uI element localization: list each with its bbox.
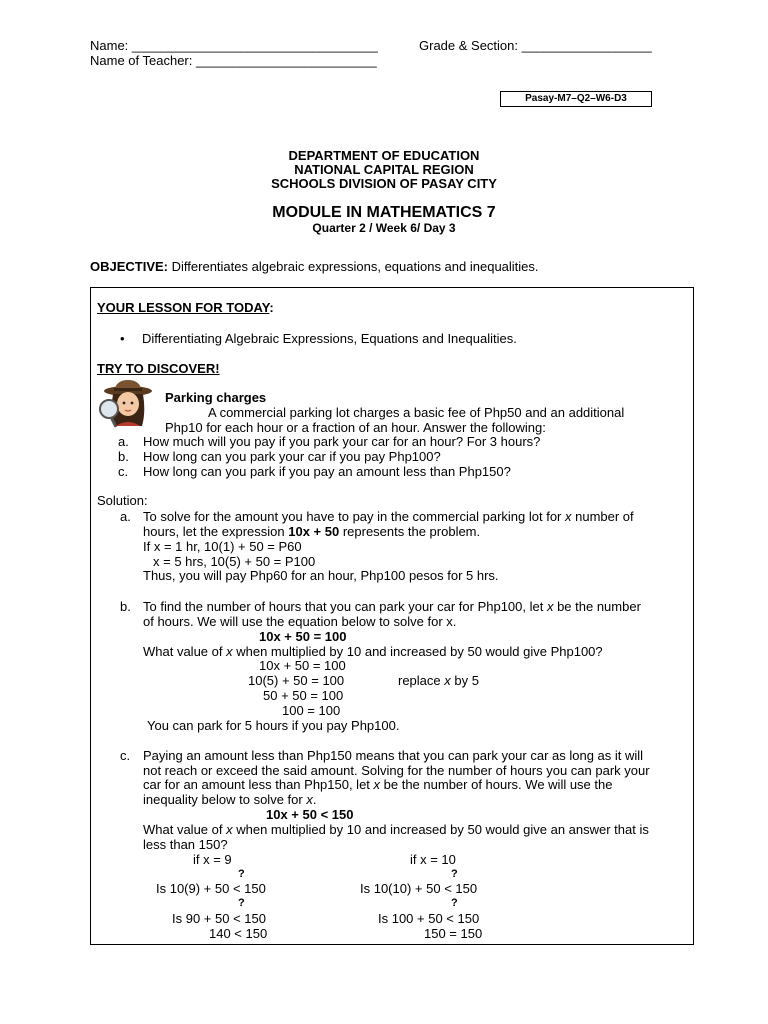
module-title: MODULE IN MATHEMATICS 7 <box>272 204 496 221</box>
left-step-2: Is 90 + 50 < 150 <box>172 911 266 926</box>
solution-c-line-1: Paying an amount less than Php150 means that you can park your car as long as it will <box>143 748 644 763</box>
variable-x: x <box>546 599 554 614</box>
text-segment: car for an amount less than Php150, let <box>143 777 374 792</box>
solution-a-line-5: Thus, you will pay Php60 for an hour, Php100 pesos for 5 hrs. <box>143 568 499 583</box>
text-segment: be the number <box>553 599 641 614</box>
lesson-heading <box>97 300 274 315</box>
solution-c-line-2: not reach or exceed the said amount. Solving for the number of hours you can park your <box>143 763 650 778</box>
grade-section-line: Grade & Section: __________________ <box>419 38 652 53</box>
question-a: How much will you pay if you park your car for an hour? For 3 hours? <box>143 434 541 449</box>
division-title: SCHOOLS DIVISION OF PASAY CITY <box>271 176 497 191</box>
solution-b-question <box>143 644 603 659</box>
dept-title: DEPARTMENT OF EDUCATION <box>288 148 480 163</box>
solution-a-line-3: If x = 1 hr, 10(1) + 50 = P60 <box>143 539 302 554</box>
teacher-line: Name of Teacher: _________________________ <box>90 53 377 68</box>
detective-avatar-icon <box>98 380 156 430</box>
text-segment: To solve for the amount you have to pay in the commercial parking lot for <box>143 509 565 524</box>
module-code-box: Pasay-M7–Q2–W6-D3 <box>500 91 652 107</box>
solution-label: Solution: <box>97 493 148 508</box>
question-b-label: b. <box>118 449 129 464</box>
bullet-marker: • <box>120 331 125 346</box>
right-step-1: Is 10(10) + 50 < 150 <box>360 881 478 896</box>
objective-text: Differentiates algebraic expressions, equations and inequalities. <box>171 259 539 274</box>
text-segment: when multiplied by 10 and increased by 50 would give an answer that is <box>232 822 649 837</box>
question-a-label: a. <box>118 434 129 449</box>
solution-c-line-3 <box>143 777 612 792</box>
lesson-heading-text: YOUR LESSON FOR TODAY <box>97 300 270 315</box>
text-segment: by 5 <box>450 673 479 688</box>
question-c: How long can you park if you pay an amount less than Php150? <box>143 464 511 479</box>
variable-x: x <box>565 509 572 524</box>
text-segment: inequality below to solve for <box>143 792 307 807</box>
solution-a-line-2 <box>143 524 480 539</box>
name-line: Name: __________________________________ <box>90 38 378 53</box>
text-segment: . <box>312 792 317 807</box>
solution-a-line-1 <box>143 509 634 524</box>
solution-a-label: a. <box>120 509 131 524</box>
left-step-1: Is 10(9) + 50 < 150 <box>156 881 266 896</box>
solution-b-step-1: 10x + 50 = 100 <box>259 658 346 673</box>
text-segment: What value of <box>143 822 227 837</box>
solution-b-step-4: 100 = 100 <box>282 703 341 718</box>
region-title: NATIONAL CAPITAL REGION <box>294 162 474 177</box>
right-if-x-10: if x = 10 <box>410 852 456 867</box>
text-segment: be the number of hours. We will use the <box>380 777 613 792</box>
variable-x: x <box>226 822 233 837</box>
text-segment: replace <box>398 673 445 688</box>
solution-b-equation: 10x + 50 = 100 <box>259 629 347 644</box>
objective <box>90 259 539 274</box>
solution-b-line-1 <box>143 599 641 614</box>
variable-x: x <box>306 792 313 807</box>
right-step-3: 150 = 150 <box>424 926 483 941</box>
lesson-heading-colon: : <box>269 300 274 315</box>
solution-b-line-2: of hours. We will use the equation below to solve for x. <box>143 614 457 629</box>
problem-line-2: Php10 for each hour or a fraction of an hour. Answer the following: <box>165 420 546 435</box>
solution-a-line-4: x = 5 hrs, 10(5) + 50 = P100 <box>153 554 316 569</box>
solution-c-line-4 <box>143 792 316 807</box>
text-segment: hours, let the expression <box>143 524 289 539</box>
left-question-mark-1: ? <box>238 868 245 880</box>
solution-c-question <box>143 822 649 837</box>
left-step-3: 140 < 150 <box>209 926 268 941</box>
lesson-bullet-text: Differentiating Algebraic Expressions, Equations and Inequalities. <box>142 331 517 346</box>
text-segment: number of <box>571 509 634 524</box>
question-b: How long can you park your car if you pay Php100? <box>143 449 441 464</box>
problem-title: Parking charges <box>165 390 267 405</box>
question-c-label: c. <box>118 464 129 479</box>
text-segment: What value of <box>143 644 227 659</box>
right-step-2: Is 100 + 50 < 150 <box>378 911 480 926</box>
right-question-mark-2: ? <box>451 897 458 909</box>
expression: 10x + 50 <box>288 524 340 539</box>
variable-x: x <box>373 777 381 792</box>
solution-c-inequality: 10x + 50 < 150 <box>266 807 354 822</box>
variable-x: x <box>226 644 233 659</box>
variable-x: x <box>444 673 451 688</box>
quarter-subtitle: Quarter 2 / Week 6/ Day 3 <box>312 221 456 235</box>
solution-c-label: c. <box>120 748 131 763</box>
try-to-discover-heading: TRY TO DISCOVER! <box>97 361 220 376</box>
text-segment: represents the problem. <box>339 524 481 539</box>
solution-b-step-3: 50 + 50 = 100 <box>263 688 344 703</box>
left-question-mark-2: ? <box>238 897 245 909</box>
solution-b-step-2: 10(5) + 50 = 100 <box>248 673 345 688</box>
solution-c-question-line-2: less than 150? <box>143 837 228 852</box>
text-segment: To find the number of hours that you can park your car for Php100, let <box>143 599 547 614</box>
problem-line-1: A commercial parking lot charges a basic fee of Php50 and an additional <box>208 405 625 420</box>
solution-b-replace-note <box>398 673 479 688</box>
right-question-mark-1: ? <box>451 868 458 880</box>
solution-b-label: b. <box>120 599 131 614</box>
text-segment: when multiplied by 10 and increased by 50 would give Php100? <box>232 644 603 659</box>
solution-b-conclusion: You can park for 5 hours if you pay Php100. <box>147 718 400 733</box>
left-if-x-9: if x = 9 <box>193 852 232 867</box>
objective-label: OBJECTIVE: <box>90 259 169 274</box>
